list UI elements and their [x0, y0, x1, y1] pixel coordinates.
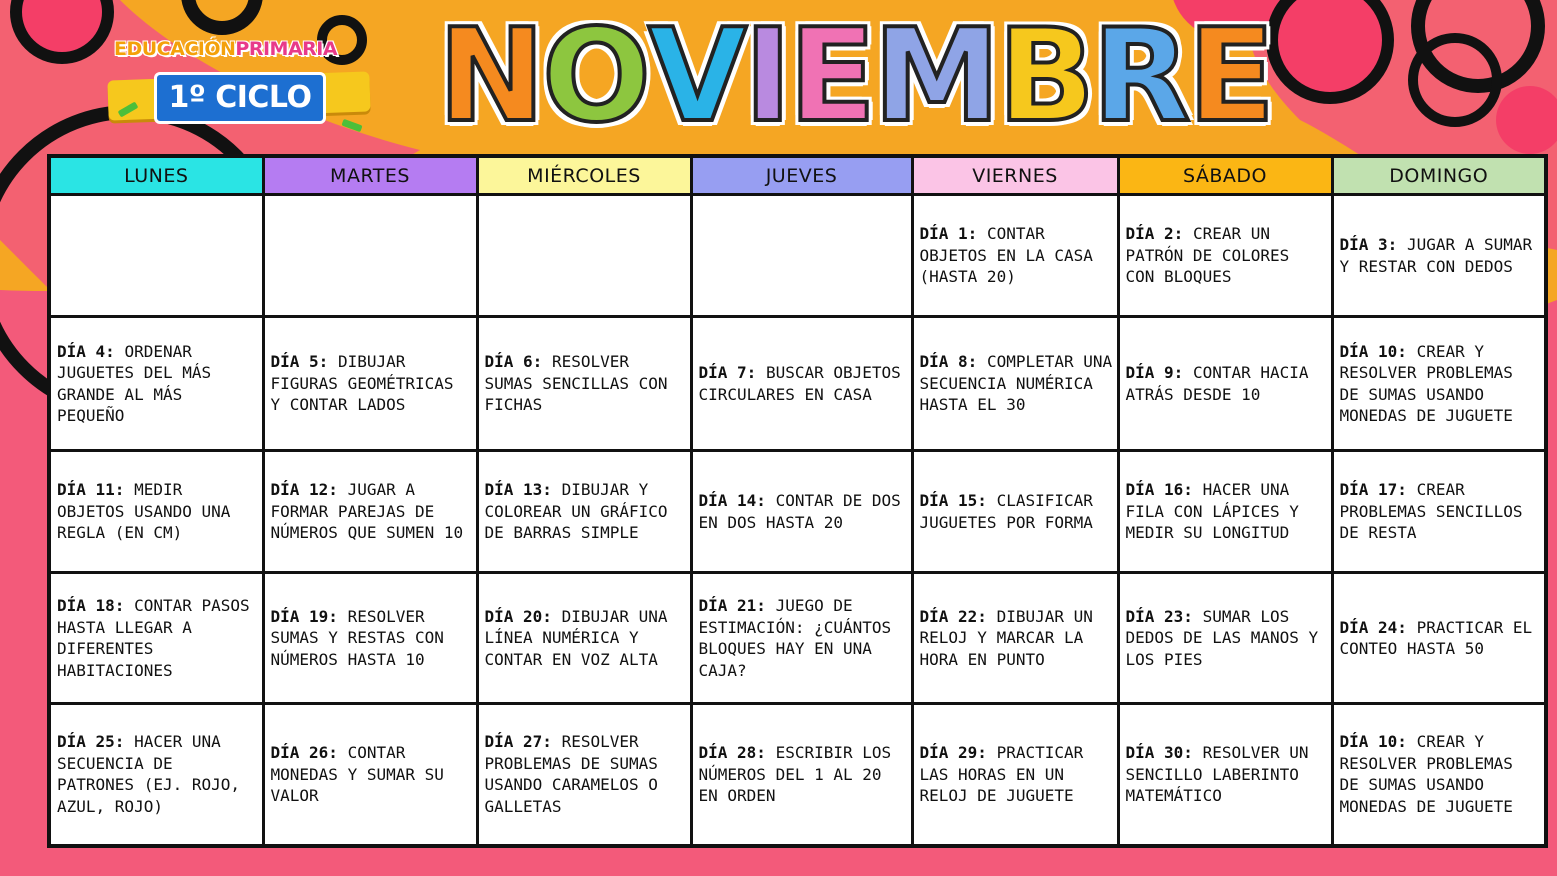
day-cell — [691, 573, 912, 704]
activity-text: CREAR PROBLEMAS SENCILLOS DE RESTA — [1339, 480, 1523, 543]
day-number-label: DÍA 11: — [57, 480, 125, 500]
brand-part-1: EDUCACIÓN — [114, 38, 236, 60]
day-cell — [477, 573, 691, 704]
week-row — [49, 573, 1546, 704]
day-cell — [49, 573, 263, 704]
activity-text: DIBUJAR Y COLOREAR UN GRÁFICO DE BARRAS SIMPLE — [484, 480, 668, 543]
day-number-label: DÍA 15: — [919, 491, 987, 511]
weekday-header-lunes: LUNES — [49, 156, 263, 195]
activity-text: ESCRIBIR LOS NÚMEROS DEL 1 AL 20 EN ORDEN — [698, 743, 892, 806]
activity-text: CONTAR MONEDAS Y SUMAR SU VALOR — [270, 743, 444, 806]
activity-text: MEDIR OBJETOS USANDO UNA REGLA (EN CM) — [57, 480, 231, 543]
activity-text: RESOLVER UN SENCILLO LABERINTO MATEMÁTICO — [1125, 743, 1309, 806]
weekday-header-jueves: JUEVES — [691, 156, 912, 195]
day-number-label: DÍA 26: — [270, 743, 338, 763]
day-number-label: DÍA 23: — [1125, 606, 1193, 626]
title-letter: E — [788, 2, 874, 151]
day-number-label: DÍA 17: — [1339, 480, 1407, 500]
page-title — [438, 2, 1272, 151]
day-cell — [263, 703, 477, 846]
activity-text: ORDENAR JUGUETES DEL MÁS GRANDE AL MÁS PEQUEÑO — [57, 341, 212, 426]
day-number-label: DÍA 10: — [1339, 341, 1407, 361]
day-number-label: DÍA 25: — [57, 732, 125, 752]
day-cell — [477, 195, 691, 317]
day-cell — [263, 317, 477, 451]
title-letter: B — [997, 2, 1092, 151]
day-number-label: DÍA 14: — [698, 491, 766, 511]
week-row — [49, 317, 1546, 451]
day-cell — [1118, 317, 1332, 451]
activity-text: COMPLETAR UNA SECUENCIA NUMÉRICA HASTA EL 30 — [919, 352, 1113, 415]
day-cell — [1332, 573, 1546, 704]
week-row — [49, 703, 1546, 846]
day-number-label: DÍA 1: — [919, 224, 978, 244]
day-cell — [1118, 195, 1332, 317]
activity-text: HACER UNA FILA CON LÁPICES Y MEDIR SU LONGITUD — [1125, 480, 1299, 543]
day-cell — [49, 317, 263, 451]
activity-text: CONTAR HACIA ATRÁS DESDE 10 — [1125, 363, 1309, 404]
day-number-label: DÍA 30: — [1125, 743, 1193, 763]
title-letter: R — [1092, 2, 1188, 151]
day-number-label: DÍA 10: — [1339, 732, 1407, 752]
day-cell — [691, 195, 912, 317]
activity-text: DIBUJAR FIGURAS GEOMÉTRICAS Y CONTAR LADOS — [270, 352, 454, 415]
title-letter: O — [542, 2, 648, 151]
activity-text: CREAR UN PATRÓN DE COLORES CON BLOQUES — [1125, 224, 1290, 287]
day-cell — [477, 703, 691, 846]
activity-text: CREAR Y RESOLVER PROBLEMAS DE SUMAS USANDO MONEDAS DE JUGUETE — [1339, 732, 1513, 816]
week-row — [49, 450, 1546, 572]
title-letter: E — [1187, 2, 1272, 151]
weekday-header-viernes: VIERNES — [912, 156, 1118, 195]
day-cell — [691, 450, 912, 572]
day-cell — [49, 195, 263, 317]
day-number-label: DÍA 22: — [919, 606, 987, 626]
day-number-label: DÍA 18: — [57, 596, 125, 616]
activity-text: CLASIFICAR JUGUETES POR FORMA — [919, 491, 1093, 532]
day-number-label: DÍA 4: — [57, 341, 115, 361]
day-number-label: DÍA 5: — [270, 352, 329, 372]
day-number-label: DÍA 9: — [1125, 363, 1184, 383]
day-number-label: DÍA 12: — [270, 480, 338, 500]
week-row — [49, 195, 1546, 317]
day-number-label: DÍA 3: — [1339, 235, 1398, 255]
day-cell — [691, 317, 912, 451]
weekday-header-sábado: SÁBADO — [1118, 156, 1332, 195]
activity-text: SUMAR LOS DEDOS DE LAS MANOS Y LOS PIES — [1125, 606, 1319, 669]
day-cell — [912, 195, 1118, 317]
activity-text: PRACTICAR EL CONTEO HASTA 50 — [1339, 617, 1533, 659]
brand-logo — [104, 36, 372, 136]
day-cell — [1118, 450, 1332, 572]
day-cell — [477, 317, 691, 451]
day-number-label: DÍA 20: — [484, 606, 552, 626]
day-cell — [912, 703, 1118, 846]
weekday-header-domingo: DOMINGO — [1332, 156, 1546, 195]
day-number-label: DÍA 19: — [270, 606, 338, 626]
day-number-label: DÍA 13: — [484, 480, 552, 500]
brand-name — [114, 38, 376, 60]
title-letter: N — [438, 2, 543, 151]
activity-text: PRACTICAR LAS HORAS EN UN RELOJ DE JUGUETE — [919, 743, 1084, 806]
weekday-header-row — [49, 156, 1546, 195]
day-cell — [477, 450, 691, 572]
day-cell — [49, 703, 263, 846]
brand-part-2: PRIMARIA — [235, 38, 338, 60]
activity-text: CONTAR OBJETOS EN LA CASA (HASTA 20) — [919, 224, 1093, 287]
activity-text: DIBUJAR UNA LÍNEA NUMÉRICA Y CONTAR EN VOZ ALTA — [484, 606, 668, 669]
activity-text: RESOLVER PROBLEMAS DE SUMAS USANDO CARAMELOS O GALLETAS — [484, 732, 658, 816]
activity-text: JUEGO DE ESTIMACIÓN: ¿CUÁNTOS BLOQUES HAY EN UNA CAJA? — [698, 596, 892, 680]
weekday-header-miércoles: MIÉRCOLES — [477, 156, 691, 195]
day-number-label: DÍA 6: — [484, 352, 543, 372]
title-letter: I — [744, 2, 789, 151]
activity-text: HACER UNA SECUENCIA DE PATRONES (EJ. ROJO, AZUL, ROJO) — [57, 732, 241, 816]
day-cell — [263, 450, 477, 572]
day-number-label: DÍA 16: — [1125, 480, 1193, 500]
day-cell — [49, 450, 263, 572]
day-number-label: DÍA 29: — [919, 743, 987, 763]
day-number-label: DÍA 28: — [698, 743, 766, 763]
activity-text: CREAR Y RESOLVER PROBLEMAS DE SUMAS USANDO MONEDAS DE JUGUETE — [1339, 341, 1513, 426]
day-cell — [691, 703, 912, 846]
activity-text: BUSCAR OBJETOS CIRCULARES EN CASA — [698, 363, 901, 404]
activity-text: RESOLVER SUMAS Y RESTAS CON NÚMEROS HASTA 10 — [270, 606, 444, 669]
activity-text: CONTAR PASOS HASTA LLEGAR A DIFERENTES HABITACIONES — [57, 596, 250, 680]
activity-text: JUGAR A FORMAR PAREJAS DE NÚMEROS QUE SUMEN 10 — [270, 480, 464, 543]
activity-text: DIBUJAR UN RELOJ Y MARCAR LA HORA EN PUNTO — [919, 606, 1093, 669]
day-cell — [1332, 195, 1546, 317]
day-cell — [1332, 450, 1546, 572]
day-number-label: DÍA 24: — [1339, 617, 1407, 637]
day-number-label: DÍA 2: — [1125, 224, 1184, 244]
day-cell — [1332, 703, 1546, 846]
day-cell — [912, 317, 1118, 451]
brand-cycle-badge: 1º CICLO — [154, 72, 326, 124]
day-cell — [1332, 317, 1546, 451]
calendar-table — [47, 154, 1548, 848]
day-cell — [912, 573, 1118, 704]
day-cell — [912, 450, 1118, 572]
day-number-label: DÍA 21: — [698, 596, 766, 616]
day-cell — [1118, 573, 1332, 704]
day-number-label: DÍA 27: — [484, 732, 552, 752]
day-number-label: DÍA 8: — [919, 352, 978, 372]
weekday-header-martes: MARTES — [263, 156, 477, 195]
activity-text: CONTAR DE DOS EN DOS HASTA 20 — [698, 491, 901, 532]
title-letter: V — [647, 2, 744, 151]
title-letter: M — [873, 2, 998, 151]
day-cell — [1118, 703, 1332, 846]
activity-text: JUGAR A SUMAR Y RESTAR CON DEDOS — [1339, 235, 1533, 276]
day-cell — [263, 573, 477, 704]
day-number-label: DÍA 7: — [698, 363, 757, 383]
logo-green-stick-icon — [341, 119, 362, 132]
day-cell — [263, 195, 477, 317]
activity-text: RESOLVER SUMAS SENCILLAS CON FICHAS — [484, 352, 668, 415]
